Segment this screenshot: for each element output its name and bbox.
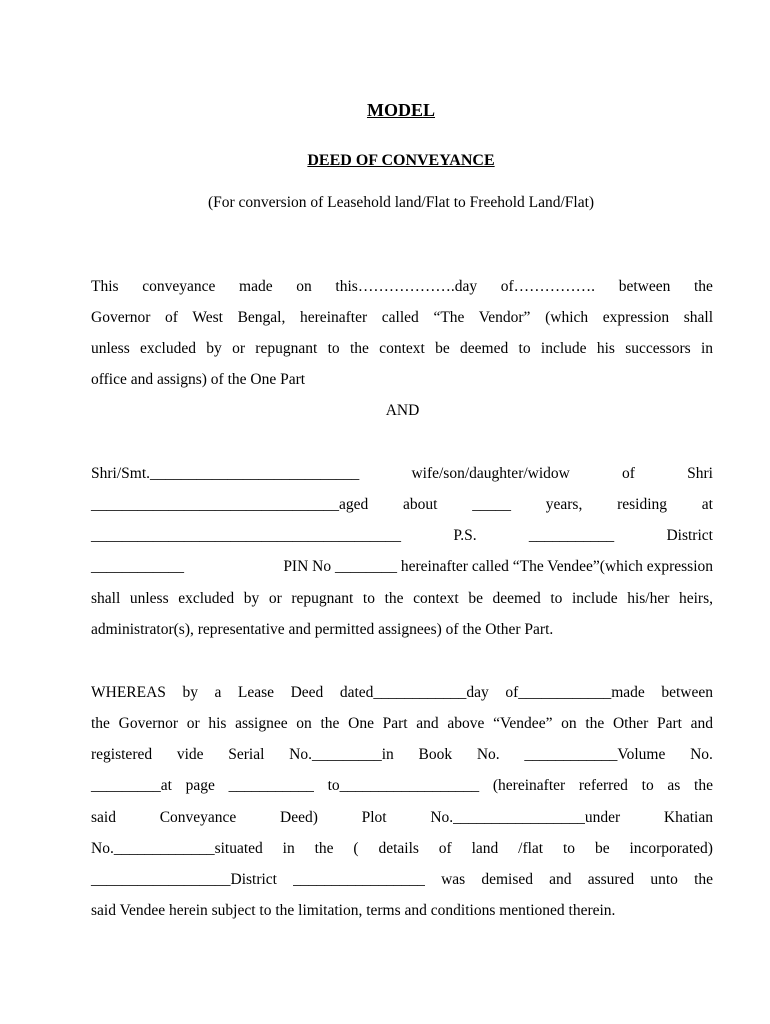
text-segment: P.S. xyxy=(453,527,477,544)
text-segment: District xyxy=(666,527,713,544)
text-segment: No._____________situated xyxy=(91,840,263,857)
p1-line xyxy=(91,277,713,297)
text-segment: Conveyance xyxy=(159,809,237,826)
text-segment: about xyxy=(403,496,438,513)
text-segment: said xyxy=(91,809,116,826)
p3-line xyxy=(91,839,713,859)
text-segment: conveyance xyxy=(142,278,216,295)
p3-line: WHEREAS by a Lease Deed dated____________day of____________made between xyxy=(91,684,713,701)
p1-line: Governor of West Bengal, hereinafter called “The Vendor” (which expression shall xyxy=(91,309,713,326)
text-segment: PIN No ________ hereinafter called “The Vendee”(which expression xyxy=(283,558,713,575)
p3-line: said Vendee herein subject to the limitation, terms and conditions mentioned therein. xyxy=(91,902,616,919)
text-segment: incorporated) xyxy=(629,840,713,857)
text-segment: No. xyxy=(690,746,713,763)
text-segment: ____________ xyxy=(91,558,184,575)
text-segment: on xyxy=(296,278,312,295)
text-segment: be xyxy=(594,840,610,857)
text-segment: made xyxy=(239,278,273,295)
text-segment: ( xyxy=(353,840,359,857)
text-segment: No._________in xyxy=(289,746,394,763)
document-subtitle: (For conversion of Leasehold land/Flat to Freehold Land/Flat) xyxy=(207,194,595,211)
p2-line xyxy=(91,464,713,484)
p2-line: shall unless excluded by or repugnant to the context be deemed to include his/her heirs, xyxy=(91,590,713,607)
text-segment: This xyxy=(91,278,119,295)
text-segment: this……………….day xyxy=(335,278,478,295)
text-segment: ________________________________aged xyxy=(91,496,369,513)
text-segment: ________________________________________ xyxy=(91,527,401,544)
text-segment: No. xyxy=(476,746,500,763)
text-segment: Shri/Smt.___________________________ xyxy=(91,465,360,482)
p3-line xyxy=(91,808,713,828)
p2-line xyxy=(91,557,713,577)
text-segment: vide xyxy=(176,746,204,763)
p2-line xyxy=(91,495,713,515)
text-segment: Deed) xyxy=(280,809,318,826)
document-heading: DEED OF CONVEYANCE xyxy=(307,152,495,169)
text-segment: Serial xyxy=(228,746,265,763)
text-segment: details xyxy=(378,840,419,857)
text-segment: Book xyxy=(418,746,453,763)
text-segment: at xyxy=(701,496,713,513)
text-segment: No._________________under xyxy=(430,809,621,826)
p3-line xyxy=(91,745,713,765)
p2-line xyxy=(91,526,713,546)
document-title: MODEL xyxy=(366,100,435,120)
p1-line: office and assigns) of the One Part xyxy=(91,371,306,388)
text-segment: Shri xyxy=(687,465,713,482)
text-segment: the xyxy=(314,840,334,857)
text-segment: to xyxy=(563,840,576,857)
p2-line: administrator(s), representative and permitted assignees) of the Other Part. xyxy=(91,621,554,638)
text-segment: years, xyxy=(545,496,583,513)
text-segment: Plot xyxy=(361,809,387,826)
text-segment: Khatian xyxy=(663,809,713,826)
text-segment: residing xyxy=(617,496,668,513)
p3-line: the Governor or his assignee on the One Part and above “Vendee” on the Other Part and xyxy=(91,715,713,732)
p1-line: unless excluded by or repugnant to the context be deemed to include his successors in xyxy=(91,340,713,357)
text-segment: ____________Volume xyxy=(524,746,666,763)
p3-line: _________at page ___________ to__________________ (hereinafter referred to as the xyxy=(91,777,713,794)
and-separator: AND xyxy=(385,402,420,419)
text-segment: _____ xyxy=(472,496,511,513)
text-segment: the xyxy=(693,278,713,295)
text-segment: registered xyxy=(91,746,153,763)
text-segment: wife/son/daughter/widow xyxy=(411,465,570,482)
text-segment: ___________ xyxy=(528,527,615,544)
text-segment: land xyxy=(471,840,499,857)
text-segment: of xyxy=(622,465,635,482)
text-segment: of……………. xyxy=(500,278,596,295)
text-segment: of xyxy=(438,840,452,857)
p3-line: __________________District _________________ was demised and assured unto the xyxy=(91,871,713,888)
text-segment: between xyxy=(618,278,671,295)
text-segment: in xyxy=(282,840,295,857)
text-segment: /flat xyxy=(518,840,544,857)
